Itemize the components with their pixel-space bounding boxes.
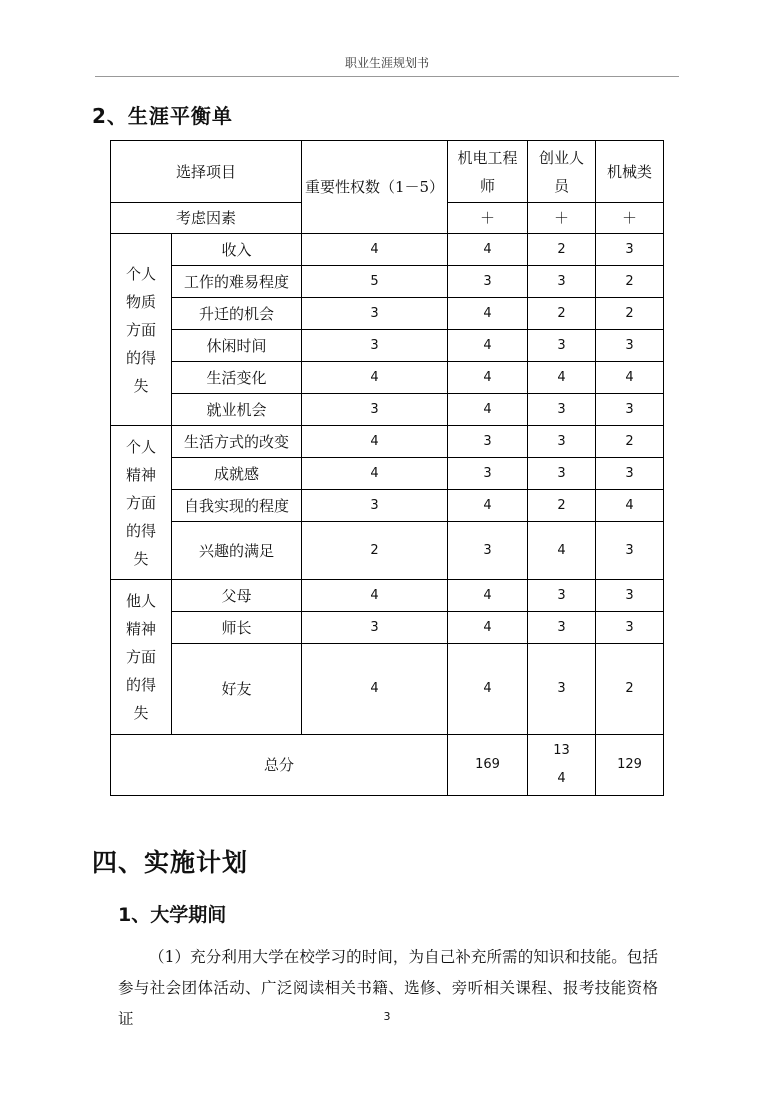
option-header: 机械类: [596, 141, 664, 203]
weight-cell: 3: [302, 394, 448, 426]
score-cell: 4: [448, 234, 528, 266]
chapter-heading: 四、实施计划: [92, 848, 249, 877]
table-row: [111, 362, 664, 394]
group-label: 个人 物质 方面 的得 失: [111, 234, 172, 426]
running-header: 职业生涯规划书: [344, 56, 429, 70]
weight-cell: 5: [302, 266, 448, 298]
score-cell: 4: [528, 522, 596, 580]
factor-cell: 收入: [172, 234, 302, 266]
plus-sign: ＋: [448, 203, 528, 234]
factor-cell: 升迁的机会: [172, 298, 302, 330]
weight-cell: 4: [302, 458, 448, 490]
score-cell: 4: [448, 612, 528, 644]
score-cell: 3: [596, 330, 664, 362]
score-cell: 3: [528, 580, 596, 612]
factor-cell: 兴趣的满足: [172, 522, 302, 580]
section-heading: 2、生涯平衡单: [92, 104, 233, 128]
score-cell: 4: [448, 394, 528, 426]
weight-label: 重要性权数（1－5）: [302, 141, 448, 234]
factor-cell: 生活方式的改变: [172, 426, 302, 458]
option-header: 创业人 员: [528, 141, 596, 203]
weight-cell: 4: [302, 362, 448, 394]
plus-sign: ＋: [596, 203, 664, 234]
career-balance-table: [110, 140, 664, 796]
score-cell: 3: [528, 394, 596, 426]
group-label: 个人 精神 方面 的得 失: [111, 426, 172, 580]
table-row: [111, 394, 664, 426]
factor-cell: 父母: [172, 580, 302, 612]
weight-cell: 3: [302, 298, 448, 330]
weight-cell: 4: [302, 426, 448, 458]
score-cell: 2: [596, 644, 664, 735]
score-cell: 3: [528, 330, 596, 362]
table-row: [111, 644, 664, 735]
weight-cell: 3: [302, 612, 448, 644]
score-cell: 4: [448, 490, 528, 522]
weight-cell: 4: [302, 580, 448, 612]
score-cell: 4: [528, 362, 596, 394]
score-cell: 3: [596, 458, 664, 490]
score-cell: 4: [448, 644, 528, 735]
table-row: [111, 266, 664, 298]
plus-sign: ＋: [528, 203, 596, 234]
subsection-heading: 1、大学期间: [118, 904, 227, 926]
table-row: [111, 580, 664, 612]
weight-cell: 4: [302, 234, 448, 266]
table-row: [111, 234, 664, 266]
score-cell: 3: [528, 612, 596, 644]
factor-cell: 生活变化: [172, 362, 302, 394]
table-row: [111, 458, 664, 490]
score-cell: 3: [448, 458, 528, 490]
table-row: [111, 490, 664, 522]
header-rule: [95, 76, 679, 77]
total-cell: 129: [596, 735, 664, 796]
score-cell: 3: [448, 522, 528, 580]
table-row: [111, 612, 664, 644]
weight-cell: 3: [302, 490, 448, 522]
factor-cell: 自我实现的程度: [172, 490, 302, 522]
score-cell: 3: [528, 458, 596, 490]
weight-cell: 3: [302, 330, 448, 362]
table-row: [111, 330, 664, 362]
score-cell: 3: [528, 266, 596, 298]
score-cell: 3: [596, 612, 664, 644]
score-cell: 2: [528, 298, 596, 330]
factor-cell: 好友: [172, 644, 302, 735]
score-cell: 3: [528, 644, 596, 735]
score-cell: 3: [448, 426, 528, 458]
score-cell: 4: [596, 362, 664, 394]
factor-cell: 师长: [172, 612, 302, 644]
score-cell: 3: [596, 522, 664, 580]
weight-cell: 2: [302, 522, 448, 580]
score-cell: 2: [596, 426, 664, 458]
total-label: 总分: [111, 735, 448, 796]
score-cell: 4: [448, 298, 528, 330]
factor-label: 考虑因素: [111, 203, 302, 234]
total-cell: 13 4: [528, 735, 596, 796]
score-cell: 2: [528, 234, 596, 266]
table-row: [111, 426, 664, 458]
score-cell: 4: [596, 490, 664, 522]
body-paragraph: （1）充分利用大学在校学习的时间，为自己补充所需的知识和技能。包括参与社会团体活动、广泛阅读相关书籍、选修、旁听相关课程、报考技能资格证: [118, 948, 658, 1028]
select-label: 选择项目: [111, 141, 302, 203]
total-cell: 169: [448, 735, 528, 796]
score-cell: 3: [596, 580, 664, 612]
factor-cell: 休闲时间: [172, 330, 302, 362]
weight-cell: 4: [302, 644, 448, 735]
score-cell: 2: [596, 266, 664, 298]
score-cell: 4: [448, 580, 528, 612]
score-cell: 2: [596, 298, 664, 330]
factor-cell: 工作的难易程度: [172, 266, 302, 298]
total-row: [111, 735, 664, 796]
table-row: [111, 522, 664, 580]
score-cell: 4: [448, 330, 528, 362]
factor-cell: 成就感: [172, 458, 302, 490]
score-cell: 4: [448, 362, 528, 394]
score-cell: 3: [448, 266, 528, 298]
option-header: 机电工程 师: [448, 141, 528, 203]
group-label: 他人 精神 方面 的得 失: [111, 580, 172, 735]
score-cell: 2: [528, 490, 596, 522]
score-cell: 3: [596, 234, 664, 266]
table-row: [111, 298, 664, 330]
score-cell: 3: [528, 426, 596, 458]
page-number: 3: [383, 1010, 391, 1023]
score-cell: 3: [596, 394, 664, 426]
factor-cell: 就业机会: [172, 394, 302, 426]
